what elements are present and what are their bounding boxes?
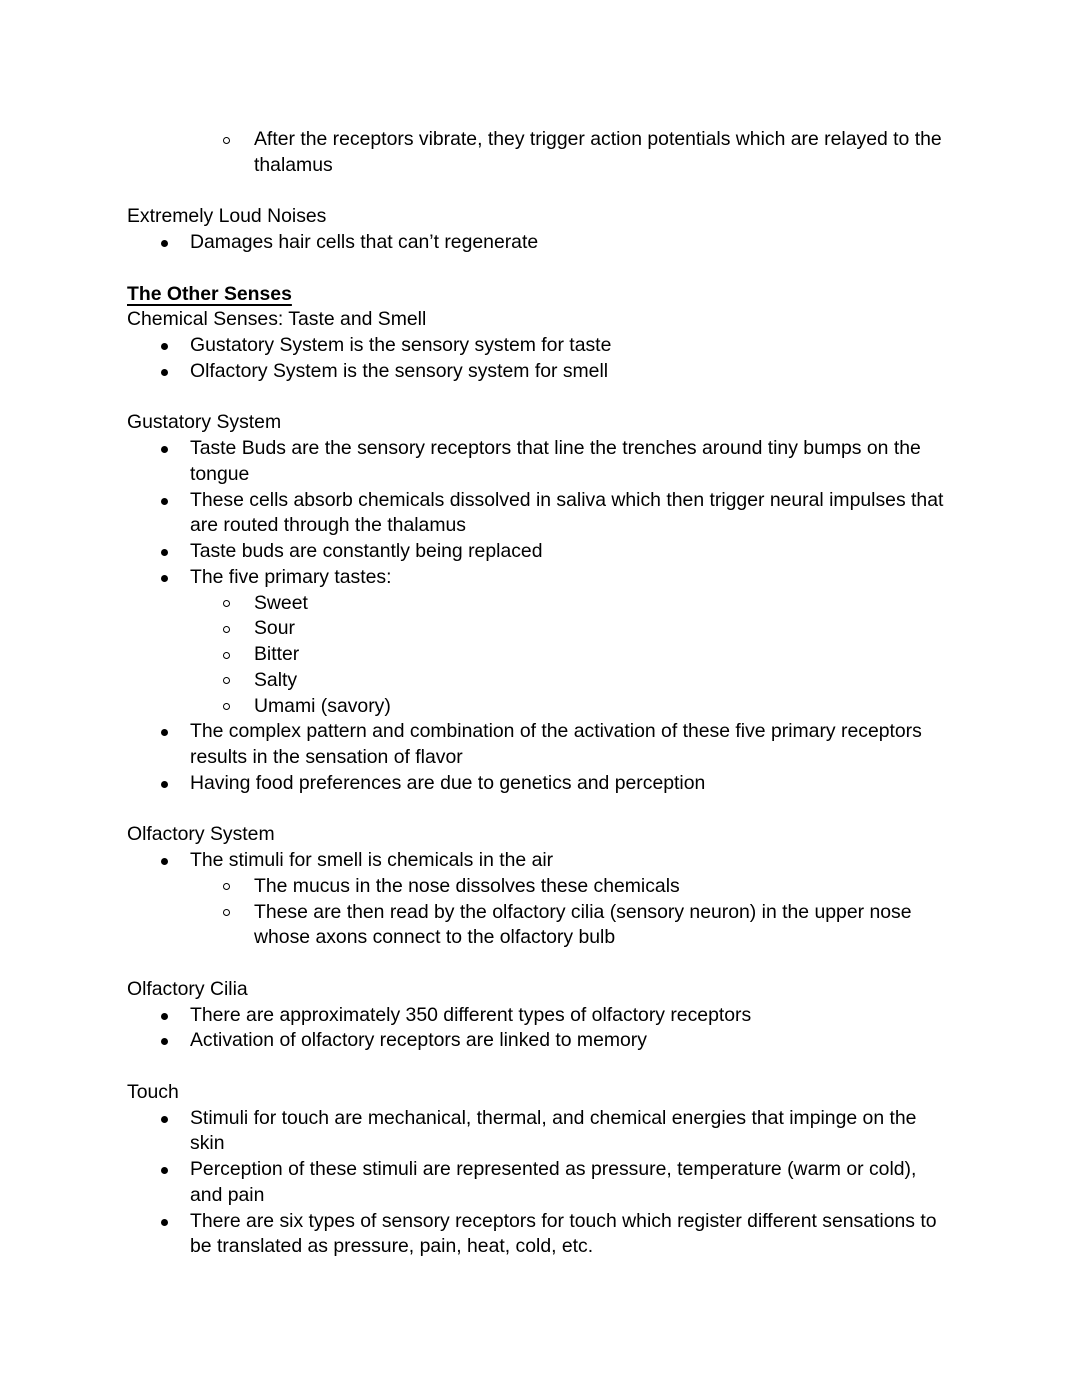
list-item-text: Bitter: [254, 643, 300, 665]
list-item: [127, 694, 950, 720]
list-item-text: After the receptors vibrate, they trigger action potentials which are relayed to the thalamus: [254, 128, 942, 176]
blank-line: [127, 951, 953, 977]
list-item-text: These are then read by the olfactory cilia (sensory neuron) in the upper nose whose axons connect to the olfactory bulb: [254, 900, 912, 949]
list-item: [127, 333, 950, 359]
disc-bullet-icon: [161, 858, 168, 865]
list-item-text: Sour: [254, 617, 295, 640]
list-item: [127, 230, 950, 256]
list-item-text: The five primary tastes:: [190, 565, 392, 588]
paragraph-gustatory-system: Gustatory System: [127, 411, 282, 434]
list-item: [127, 1157, 950, 1209]
disc-bullet-icon: [161, 498, 168, 505]
blank-line: [127, 1054, 953, 1080]
disc-bullet-icon: [161, 575, 168, 582]
circle-bullet-icon: [223, 703, 230, 710]
disc-bullet-icon: [161, 549, 168, 556]
list-item-text: There are six types of sensory receptors for touch which register different sensations to be translated as pressure, pain, heat, cold, etc.: [190, 1209, 937, 1258]
blank-line: [127, 256, 953, 282]
list-item-text: The complex pattern and combination of the activation of these five primary receptors results in the sensation of flavor: [190, 720, 922, 768]
list-item: [127, 591, 950, 617]
list-item: [127, 1003, 950, 1029]
list-item-text: Activation of olfactory receptors are linked to memory: [190, 1029, 647, 1052]
list-item-text: The stimuli for smell is chemicals in the air: [190, 849, 554, 871]
list-item-text: Olfactory System is the sensory system for smell: [190, 359, 609, 382]
list-item: [127, 1028, 950, 1054]
paragraph-extremely-loud-noises: Extremely Loud Noises: [127, 205, 327, 228]
list-item: [127, 1209, 950, 1261]
circle-bullet-icon: [223, 626, 230, 633]
paragraph-touch: Touch: [127, 1080, 179, 1103]
disc-bullet-icon: [161, 1167, 168, 1174]
blank-line: [127, 179, 953, 205]
list-item: [127, 642, 950, 668]
disc-bullet-icon: [161, 446, 168, 453]
list-item-text: Having food preferences are due to genetics and perception: [190, 771, 706, 794]
list-item: [127, 668, 950, 694]
list-item: [127, 771, 950, 797]
list-item-text: Stimuli for touch are mechanical, thermal, and chemical energies that impinge on the skin: [190, 1106, 917, 1155]
list-item-text: The mucus in the nose dissolves these chemicals: [254, 874, 680, 897]
list-item: [127, 127, 950, 179]
disc-bullet-icon: [161, 1038, 168, 1045]
disc-bullet-icon: [161, 781, 168, 788]
list-item-text: Gustatory System is the sensory system for taste: [190, 334, 612, 356]
disc-bullet-icon: [161, 729, 168, 736]
list-item-text: These cells absorb chemicals dissolved in saliva which then trigger neural impulses that are routed through the thalamus: [190, 488, 944, 537]
circle-bullet-icon: [223, 600, 230, 607]
list-item-text: Taste buds are constantly being replaced: [190, 540, 543, 562]
list-item: [127, 565, 950, 591]
circle-bullet-icon: [223, 652, 230, 659]
disc-bullet-icon: [161, 343, 168, 350]
list-item: [127, 488, 950, 540]
paragraph-olfactory-system: Olfactory System: [127, 823, 275, 846]
list-item: [127, 900, 950, 952]
list-item: [127, 848, 950, 874]
paragraph-olfactory-cilia: Olfactory Cilia: [127, 977, 248, 1000]
disc-bullet-icon: [161, 240, 168, 247]
list-item-text: Taste Buds are the sensory receptors that line the trenches around tiny bumps on the tongue: [190, 437, 921, 485]
list-item: [127, 539, 950, 565]
list-item: [127, 719, 950, 771]
paragraph-chemical-senses: Chemical Senses: Taste and Smell: [127, 308, 427, 331]
list-item: [127, 359, 950, 385]
list-item: [127, 1106, 950, 1158]
list-item: [127, 874, 950, 900]
circle-bullet-icon: [223, 137, 230, 144]
list-item-text: There are approximately 350 different types of olfactory receptors: [190, 1003, 752, 1026]
disc-bullet-icon: [161, 1219, 168, 1226]
circle-bullet-icon: [223, 883, 230, 890]
heading-the-other-senses: The Other Senses: [127, 282, 292, 305]
circle-bullet-icon: [223, 677, 230, 684]
circle-bullet-icon: [223, 909, 230, 916]
list-item-text: Perception of these stimuli are represented as pressure, temperature (warm or cold), and pain: [190, 1158, 917, 1206]
document-content: [127, 127, 953, 1260]
list-item-text: Damages hair cells that can’t regenerate: [190, 231, 539, 253]
list-item-text: Sweet: [254, 591, 308, 614]
list-item: [127, 616, 950, 642]
blank-line: [127, 797, 953, 823]
list-item: [127, 436, 950, 488]
list-item-text: Umami (savory): [254, 694, 391, 717]
disc-bullet-icon: [161, 369, 168, 376]
blank-line: [127, 385, 953, 411]
disc-bullet-icon: [161, 1116, 168, 1123]
disc-bullet-icon: [161, 1013, 168, 1020]
list-item-text: Salty: [254, 668, 298, 691]
